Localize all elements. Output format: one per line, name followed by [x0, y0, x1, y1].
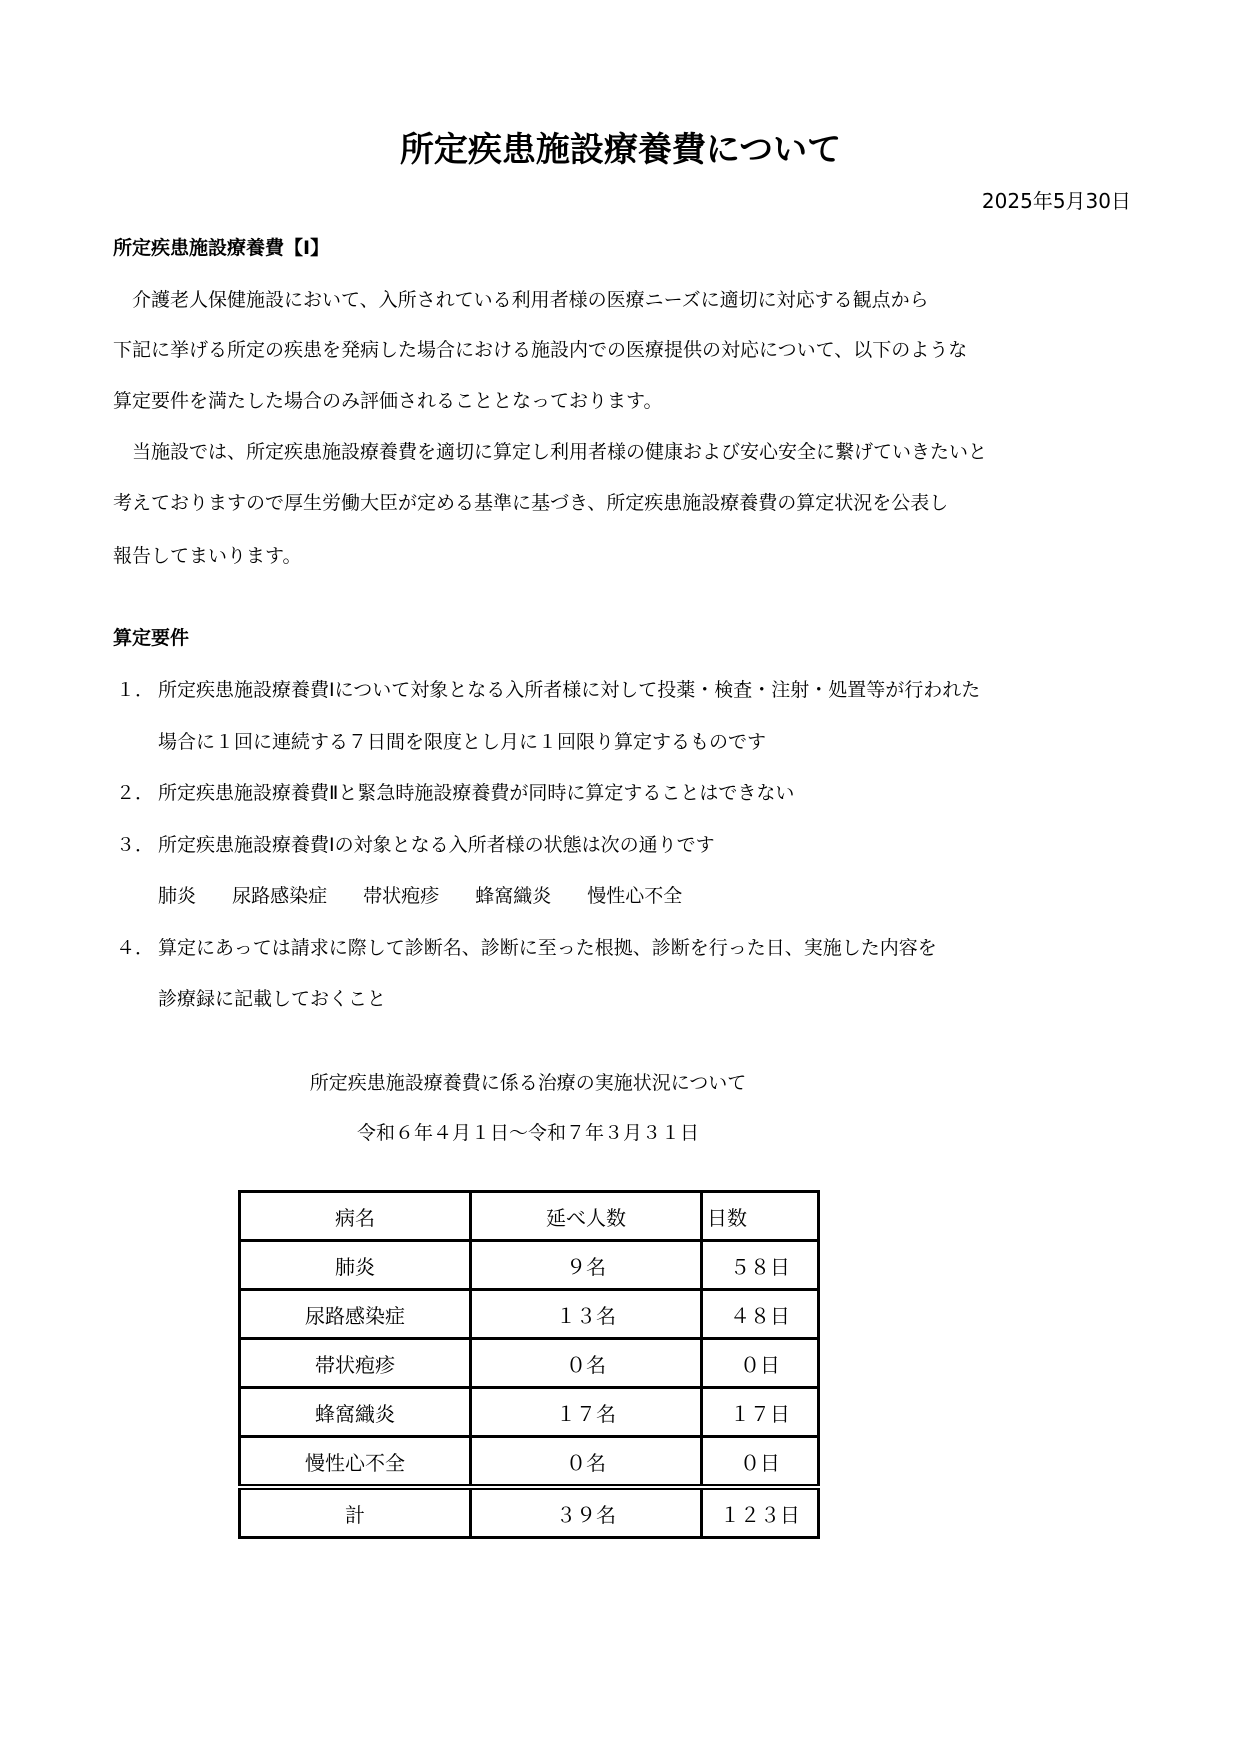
days-cell: ４８日	[702, 1290, 819, 1339]
disease: 尿路感染症	[232, 885, 328, 907]
days-cell: ０日	[702, 1437, 819, 1488]
table-caption: 所定疾患施設療養費に係る治療の実施状況について	[309, 1072, 747, 1094]
days-cell: １７日	[702, 1388, 819, 1437]
table-header-row	[240, 1192, 819, 1241]
disease-cell: 尿路感染症	[240, 1290, 471, 1339]
table-row	[240, 1388, 819, 1437]
table-row	[240, 1290, 819, 1339]
item-number: ３．	[116, 834, 155, 856]
table-total-row	[240, 1487, 819, 1538]
page-title: 所定疾患施設療養費について	[399, 130, 842, 170]
requirement-line: 場合に１回に連続する７日間を限度とし月に１回限り算定するものです	[158, 731, 767, 753]
document-date: 2025年5月30日	[981, 189, 1131, 213]
header-cell: 延べ人数	[471, 1192, 702, 1241]
days-cell: ０日	[702, 1339, 819, 1388]
disease: 慢性心不全	[587, 885, 683, 907]
total-days-cell: １２３日	[702, 1487, 819, 1538]
item-number: １．	[116, 679, 155, 701]
item-number: ２．	[116, 782, 155, 804]
header-cell: 日数	[702, 1192, 819, 1241]
total-count-cell: ３９名	[471, 1487, 702, 1538]
paragraph-line: 報告してまいります。	[113, 545, 302, 567]
paragraph-line: 算定要件を満たした場合のみ評価されることとなっております。	[113, 390, 663, 412]
table-row	[240, 1437, 819, 1488]
paragraph-line: 下記に挙げる所定の疾患を発病した場合における施設内での医療提供の対応について、以下のような	[113, 339, 968, 361]
item-number: ４．	[116, 937, 155, 959]
count-cell: ０名	[471, 1339, 702, 1388]
disease: 蜂窩織炎	[475, 885, 552, 907]
disease-list	[158, 881, 712, 908]
requirement-line: 所定疾患施設療養費Ⅰの対象となる入所者様の状態は次の通りです	[158, 834, 715, 856]
paragraph-line: 介護老人保健施設において、入所されている利用者様の医療ニーズに適切に対応する観点から	[113, 289, 929, 311]
count-cell: ９名	[471, 1241, 702, 1290]
disease-cell: 蜂窩織炎	[240, 1388, 471, 1437]
count-cell: １７名	[471, 1388, 702, 1437]
paragraph-line: 当施設では、所定疾患施設療養費を適切に算定し利用者様の健康および安心安全に繋げていきたいと	[113, 441, 988, 463]
disease-cell: 帯状疱疹	[240, 1339, 471, 1388]
table-row	[240, 1241, 819, 1290]
requirement-line: 算定にあっては請求に際して診断名、診断に至った根拠、診断を行った日、実施した内容を	[158, 937, 937, 959]
paragraph-line: 考えておりますので厚生労働大臣が定める基準に基づき、所定疾患施設療養費の算定状況を公表し	[113, 492, 949, 514]
total-label-cell: 計	[240, 1487, 471, 1538]
section-heading-1: 所定疾患施設療養費【Ⅰ】	[113, 237, 330, 259]
table-row	[240, 1339, 819, 1388]
disease-cell: 肺炎	[240, 1241, 471, 1290]
disease: 肺炎	[158, 885, 197, 907]
table-period: 令和６年４月１日～令和７年３月３１日	[356, 1122, 699, 1144]
count-cell: ０名	[471, 1437, 702, 1488]
days-cell: ５８日	[702, 1241, 819, 1290]
disease-cell: 慢性心不全	[240, 1437, 471, 1488]
treatment-table	[238, 1190, 820, 1539]
requirements-heading: 算定要件	[113, 627, 190, 649]
requirement-line: 所定疾患施設療養費Ⅰについて対象となる入所者様に対して投薬・検査・注射・処置等が行われた	[158, 679, 981, 701]
disease: 帯状疱疹	[363, 885, 440, 907]
requirement-line: 所定疾患施設療養費Ⅱと緊急時施設療養費が同時に算定することはできない	[158, 782, 795, 804]
count-cell: １３名	[471, 1290, 702, 1339]
header-cell: 病名	[240, 1192, 471, 1241]
requirement-line: 診療録に記載しておくこと	[158, 988, 387, 1010]
